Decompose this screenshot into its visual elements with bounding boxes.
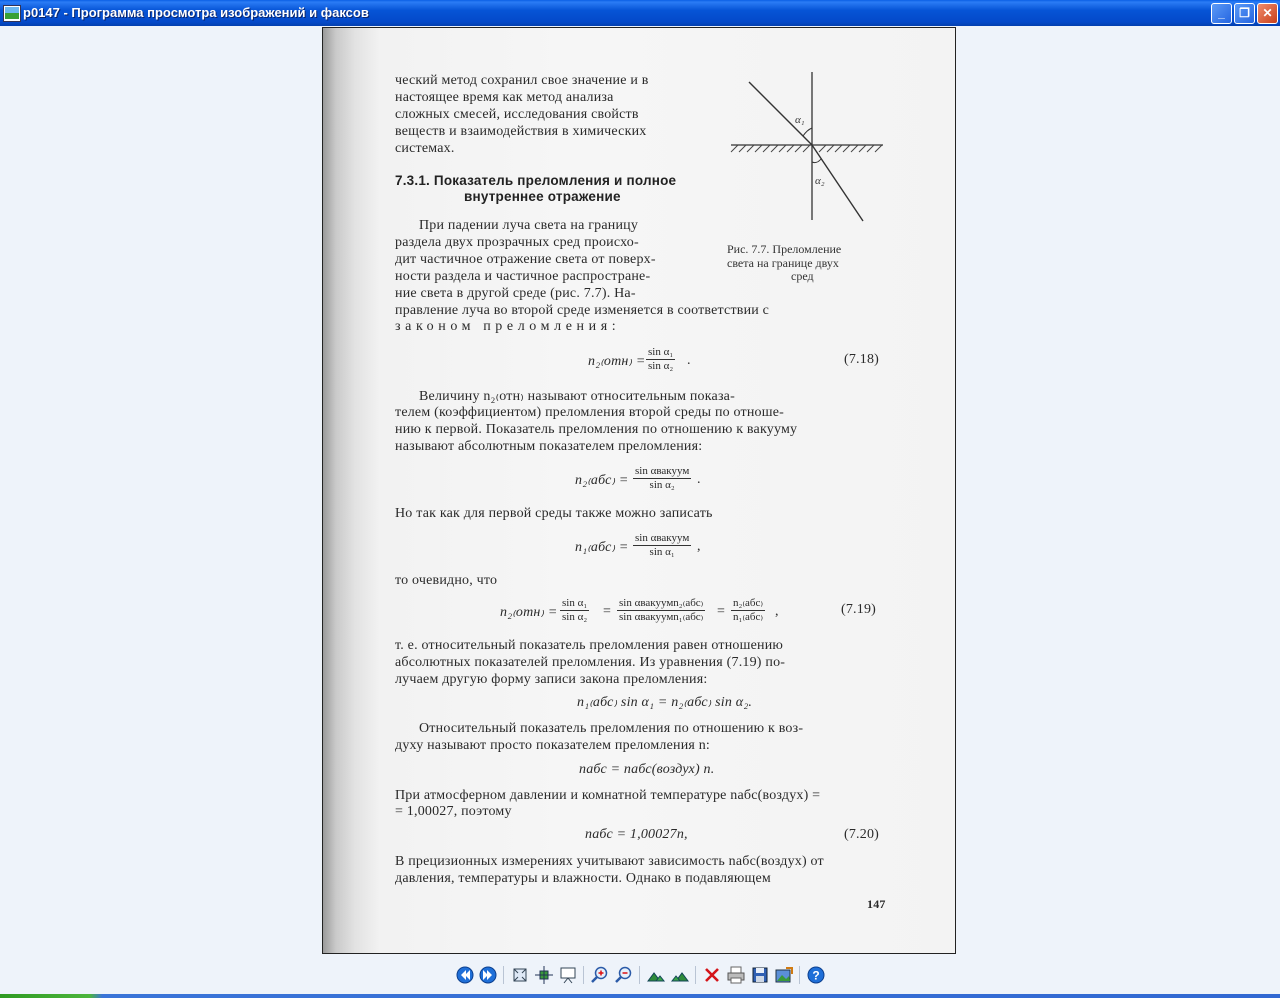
taskbar-edge bbox=[0, 994, 1280, 998]
fraction-numerator: sin α₁ bbox=[562, 597, 588, 609]
equation-number: (7.19) bbox=[841, 602, 877, 617]
actual-size-icon bbox=[534, 965, 554, 985]
fraction-numerator: sin αвакуум bbox=[635, 465, 690, 477]
interface-hatching bbox=[731, 145, 882, 152]
equation-fraction bbox=[731, 597, 765, 624]
section-heading: 7.3.1. Показатель преломления и полное bbox=[395, 173, 677, 188]
help-button[interactable] bbox=[806, 965, 826, 985]
paragraph-line: Величину n₂₍отн₎ называют относительным показа- bbox=[419, 389, 735, 404]
paragraph-line: раздела двух прозрачных сред происхо- bbox=[395, 235, 639, 250]
paragraph-line: абсолютных показателей преломления. Из уравнения (7.19) по- bbox=[395, 655, 786, 670]
equation-number: (7.20) bbox=[844, 827, 880, 842]
minimize-button[interactable]: _ bbox=[1211, 3, 1232, 24]
paragraph-line: При атмосферном давлении и комнатной температуре nабс(воздух) = bbox=[395, 788, 821, 803]
intro-line: ческий метод сохранил свое значение и в bbox=[395, 73, 649, 88]
print-button[interactable] bbox=[726, 965, 746, 985]
alpha1-label: α₁ bbox=[795, 114, 805, 126]
fraction-numerator: n₂₍абс₎ bbox=[733, 597, 764, 609]
alpha2-arc bbox=[812, 159, 821, 163]
title-bar[interactable] bbox=[0, 0, 1280, 26]
edit-image-icon bbox=[774, 965, 794, 985]
equals-sign: = bbox=[603, 604, 612, 619]
paragraph-line: телем (коэффициентом) преломления второй среды по отноше- bbox=[395, 405, 785, 420]
equation-lhs: n₁₍абс₎ = bbox=[575, 540, 629, 555]
equals-sign: = bbox=[717, 604, 726, 619]
zoom-out-button[interactable] bbox=[614, 965, 634, 985]
figure-caption: Рис. 7.7. Преломление bbox=[727, 242, 842, 256]
fraction-denominator: sin α₂ bbox=[562, 611, 588, 623]
intro-line: веществ и взаимодействия в химических bbox=[395, 124, 647, 139]
equation-fraction bbox=[617, 597, 705, 624]
equation-air: nабс = nабс(воздух) n. bbox=[579, 762, 715, 777]
paragraph-line: дит частичное отражение света от поверх- bbox=[395, 252, 656, 267]
best-fit-icon bbox=[510, 965, 530, 985]
fraction-denominator: sin α₁ bbox=[649, 546, 675, 558]
equation-lhs: n₂₍отн₎ = bbox=[500, 605, 558, 620]
paragraph-line: ности раздела и частичное распростране- bbox=[395, 269, 651, 284]
close-button[interactable]: ✕ bbox=[1257, 3, 1278, 24]
equation-fraction bbox=[560, 597, 589, 624]
zoom-in-button[interactable] bbox=[590, 965, 610, 985]
paragraph-line: Относительный показатель преломления по отношению к воз- bbox=[419, 721, 804, 736]
equation-lhs: n₂₍абс₎ = bbox=[575, 473, 629, 488]
paragraph-line: При падении луча света на границу bbox=[419, 218, 639, 233]
equation-tail: , bbox=[697, 539, 701, 554]
slideshow-icon bbox=[558, 965, 578, 985]
fraction-denominator: sin α₂ bbox=[649, 479, 675, 491]
zoom-out-icon bbox=[614, 965, 634, 985]
rotate-clockwise-icon bbox=[646, 965, 666, 985]
paragraph-line: давления, температуры и влажности. Однако в подавляющем bbox=[395, 871, 771, 886]
svg-text:?: ? bbox=[812, 968, 820, 983]
slideshow-button[interactable] bbox=[558, 965, 578, 985]
fraction-denominator: sin α₂ bbox=[648, 360, 674, 372]
equation-fraction bbox=[646, 346, 675, 373]
rotate-clockwise-button[interactable] bbox=[646, 965, 666, 985]
alpha1-arc bbox=[803, 128, 812, 136]
fraction-numerator: sin αвакуумn₂₍абс₎ bbox=[619, 597, 704, 609]
print-icon bbox=[726, 965, 746, 985]
open-for-editing-button[interactable] bbox=[774, 965, 794, 985]
equation-lhs: nабс = 1,00027n, bbox=[585, 827, 688, 842]
delete-button[interactable] bbox=[702, 965, 722, 985]
paragraph-line: нию к первой. Показатель преломления по отношению к вакууму bbox=[395, 422, 798, 437]
viewer-toolbar bbox=[0, 956, 1280, 994]
rotate-counterclockwise-button[interactable] bbox=[670, 965, 690, 985]
intro-line: системах. bbox=[395, 141, 455, 156]
equation-snell: n₁₍абс₎ sin α₁ = n₂₍абс₎ sin α₂. bbox=[577, 695, 753, 710]
restore-button[interactable]: ❐ bbox=[1234, 3, 1255, 24]
refraction-figure bbox=[723, 68, 893, 228]
actual-size-button[interactable] bbox=[534, 965, 554, 985]
intro-line: настоящее время как метод анализа bbox=[395, 90, 614, 105]
section-heading: внутреннее отражение bbox=[464, 189, 621, 204]
window-title: p0147 - Программа просмотра изображений и факсов bbox=[23, 5, 369, 20]
equation-tail: . bbox=[697, 472, 701, 487]
paragraph-line: т. е. относительный показатель преломления равен отношению bbox=[395, 638, 784, 653]
paragraph-line: духу называют просто показателем преломления n: bbox=[395, 738, 711, 753]
equation-fraction bbox=[633, 465, 691, 492]
paragraph-line: Но так как для первой среды также можно записать bbox=[395, 506, 713, 521]
help-icon bbox=[806, 965, 826, 985]
previous-image-button[interactable] bbox=[455, 965, 475, 985]
paragraph-line: законом преломления: bbox=[395, 319, 621, 334]
best-fit-button[interactable] bbox=[510, 965, 530, 985]
paragraph-line: правление луча во второй среде изменяется в соответствии с bbox=[395, 303, 770, 318]
intro-line: сложных смесей, исследования свойств bbox=[395, 107, 639, 122]
rotate-counterclockwise-icon bbox=[670, 965, 690, 985]
equation-lhs: n₂₍отн₎ = bbox=[588, 354, 646, 369]
next-image-button[interactable] bbox=[478, 965, 498, 985]
figure-caption: сред bbox=[791, 269, 814, 283]
paragraph-line: ние света в другой среде (рис. 7.7). На- bbox=[395, 286, 636, 301]
paragraph-line: называют абсолютным показателем преломления: bbox=[395, 439, 703, 454]
paragraph-line: лучаем другую форму записи закона преломления: bbox=[395, 672, 708, 687]
copy-to-button[interactable] bbox=[750, 965, 770, 985]
equation-tail: , bbox=[775, 604, 779, 619]
fraction-numerator: sin α₁ bbox=[648, 346, 674, 358]
paragraph-line: В прецизионных измерениях учитывают зависимость nабс(воздух) от bbox=[395, 854, 824, 869]
previous-icon bbox=[455, 965, 475, 985]
equation-tail: . bbox=[687, 353, 691, 368]
equation-number: (7.18) bbox=[844, 352, 880, 367]
save-icon bbox=[750, 965, 770, 985]
fraction-numerator: sin αвакуум bbox=[635, 532, 690, 544]
zoom-in-icon bbox=[590, 965, 610, 985]
figure-caption: света на границе двух bbox=[727, 256, 839, 270]
document-page bbox=[322, 27, 956, 954]
alpha2-label: α₂ bbox=[815, 175, 825, 187]
fraction-denominator: n₁₍абс₎ bbox=[733, 611, 764, 623]
picture-viewer-icon bbox=[3, 5, 21, 22]
paragraph-line: = 1,00027, поэтому bbox=[395, 804, 512, 819]
next-icon bbox=[478, 965, 498, 985]
page-number: 147 bbox=[867, 897, 886, 911]
fraction-denominator: sin αвакуумn₁₍абс₎ bbox=[619, 611, 704, 623]
delete-icon bbox=[702, 965, 722, 985]
equation-fraction bbox=[633, 532, 691, 559]
paragraph-line: то очевидно, что bbox=[395, 573, 498, 588]
